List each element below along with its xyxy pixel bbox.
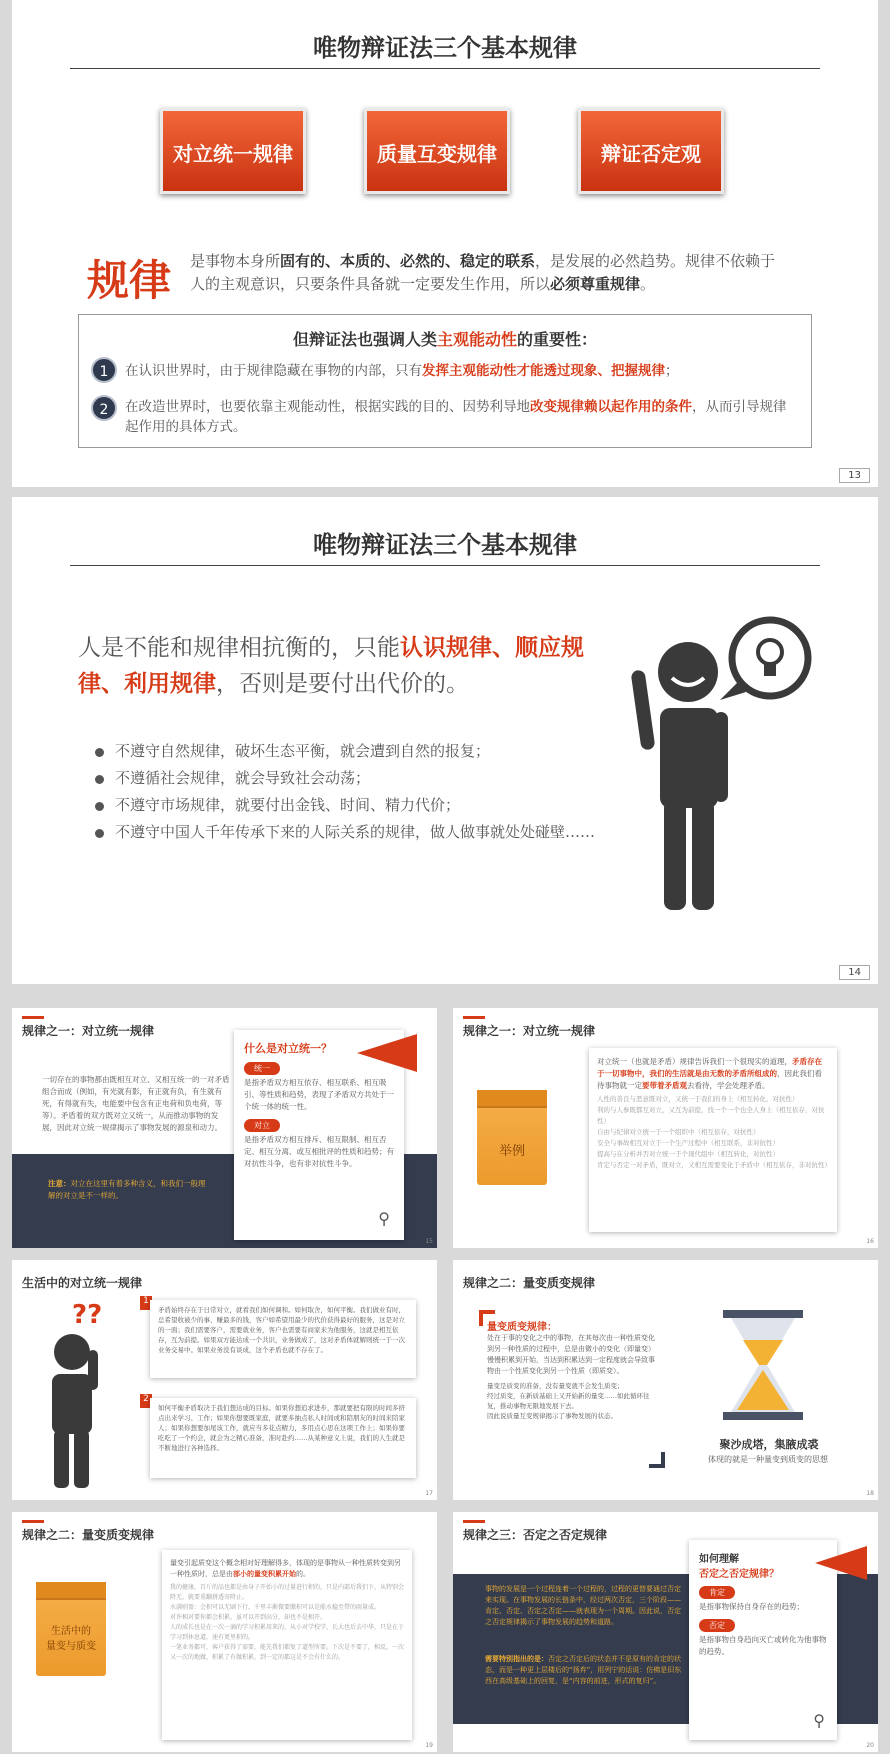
- paragraph-2: 如何平衡矛盾取决于我们想达成的目标。如果你想追求进步，那就要把有限的时间多挤点出来学习、工作；如果你想要既家庭，就要多抽点私人时间或和陪朋友的时间来陪家人；如果你想要加尾该工作，就应当多花点精力，多用点心思在这项工作上；如果你要吃吃了一个约会，就会为之精心准备，准时赴约……从某种意义上说，我们的人生就是不断地进行各种选择。: [150, 1398, 416, 1478]
- envelope-icon: [36, 1582, 106, 1676]
- body-text: 事物的发展是一个过程连着一个过程的，过程的更替要通过否定来实现。在事物发展的长链条中，经过两次否定，三个阶段——肯定、否定、否定之否定——就表现为一个周期。因此说，否定之否定规律揭示了事物发展的趋势和道路。: [485, 1585, 681, 1626]
- example-list: [170, 1583, 404, 1663]
- example-intro: 量变引起质变这个概念相对好理解得多，体现的是事物从一种性质转变到另一种性质时，总是由部小的量变积累开始的。: [170, 1559, 401, 1578]
- accent-bar: [463, 1520, 485, 1523]
- list-item: 肯定与否定一对矛盾，既对立，又相互需要变化于矛盾中（相互依存，非对抗性）: [597, 1161, 831, 1169]
- hourglass-icon: [723, 1310, 803, 1420]
- page-number: 19: [425, 1742, 433, 1749]
- slide-16: [453, 1008, 878, 1248]
- list-item: 人的成长也是在一次一滴的学习积累用来的，从小对学校学，长大也后去中华，只是在于学习到休息道，速有更里积的。: [170, 1624, 405, 1641]
- number-badge-2: 2: [91, 395, 117, 421]
- page-number: 17: [425, 1490, 433, 1497]
- accent-bar: [22, 1016, 44, 1019]
- flag-icon: [815, 1546, 867, 1582]
- note-text: 注意：对立在这里有着多种含义，和我们一般理解的对立是不一样的。: [48, 1179, 206, 1200]
- slide-20: [453, 1512, 878, 1752]
- magnifier-icon: ⚲: [813, 1711, 825, 1730]
- law-button-3[interactable]: 辩证否定观: [578, 108, 724, 194]
- page-number: 20: [866, 1742, 874, 1749]
- question-marks-icon: ??: [72, 1300, 103, 1330]
- card-bullets: [487, 1381, 659, 1421]
- law-definition: 是事物本身所固有的、本质的、必然的、稳定的联系，是发展的必然趋势。规律不依赖于人的主观意识，只要条件具备就一定要发生作用，所以必须尊重规律。: [190, 252, 776, 293]
- slide-title: 规律之二：量变质变规律: [22, 1528, 155, 1542]
- point-2: 在改造世界时，也要依靠主观能动性，根据实践的目的、因势利导地改变规律赖以起作用的条件，从而引导规律起作用的具体方式。: [125, 399, 787, 435]
- slide-title: 唯物辩证法三个基本规律: [313, 34, 577, 62]
- envelope-label: 生活中的 量变与质变: [46, 1626, 96, 1652]
- page-number: 14: [839, 965, 870, 980]
- number-badge-1: 1: [140, 1296, 152, 1310]
- card-title: 量变质变规律：: [487, 1322, 557, 1333]
- tag-negation: 否定: [699, 1619, 735, 1632]
- list-item: 对许相对要你都会积累，虽可以开到高分，却也不是相开。: [170, 1614, 327, 1621]
- corner-mark: [649, 1452, 665, 1468]
- card-subtitle: 否定之否定规律？: [699, 1569, 779, 1580]
- slide-18: [453, 1260, 878, 1500]
- list-item: 我的健康，百斤的品也都是由身子开始小的过量进行积的，只是内部后我们下，从特别会降无，就要重翻拼透寄降止。: [170, 1584, 405, 1601]
- list-item: 量变是质变的准备，没有量变就不会发生质变；: [487, 1382, 624, 1390]
- consequence-list: [95, 738, 615, 846]
- card-title: 什么是对立统一？: [244, 1042, 332, 1055]
- confused-person-icon: [38, 1330, 108, 1490]
- list-item: 经过质变，在新质基础上又开始新的量变……如此循环往复，推动事物无限地发展下去。: [487, 1392, 650, 1410]
- card-text: 处在于事的变化之中的事物，在其每次由一种性质变化到另一种性质的过程中，总是由微小的变化（即量变）慢慢积累到开始，当达到积累达到一定程度就会导致事物由一个性质变化到另一个性质（即质变）。: [487, 1334, 655, 1375]
- tag-affirmation: 肯定: [699, 1586, 735, 1599]
- unity-text: 是指矛盾双方相互依存、相互联系、相互吸引、等性质和趋势，表现了矛盾双方共处于一个统一体的统一性。: [244, 1078, 394, 1111]
- intro-text: 一切存在的事物都由既相互对立、又相互统一的一对矛盾组合而成（例如，有光就有影，有正就有负，有生就有死，有得就有失，电能要中包含有正电荷和负电荷，等等）。矛盾着的双方既对立又统一，从而推动事物的发展，因此对立统一规律揭示了事物发展的源泉和动力。: [42, 1075, 230, 1132]
- slide-17: [12, 1260, 437, 1500]
- special-note: 需要特别指出的是：否定之否定后的状态并不是原有的肯定的状态，而是一种更上层楼后的“扬弃”，用列宁的话说：仿佛是旧东西在高级基础上的回复，是“内容的前进，形式的复归”。: [485, 1655, 682, 1685]
- list-item: 安全与事故相互对立于一个生产过程中（相互联系，非对抗性）: [597, 1139, 779, 1147]
- flag-icon: [357, 1034, 417, 1074]
- accent-bar: [22, 1520, 44, 1523]
- slide-15: [12, 1008, 437, 1248]
- thinking-person-icon: [620, 600, 820, 920]
- slide-title: 唯物辩证法三个基本规律: [313, 531, 577, 559]
- slide-19: [12, 1512, 437, 1752]
- list-item: 一笔业务都可，客户获得了需要，能先我们都复了道型所要。下次是不要了，相反，一次又一次的地做，积累了有做积累，到一定的都这是不会有什么的。: [170, 1644, 405, 1661]
- slide-title: 规律之三：否定之否定规律: [463, 1528, 608, 1542]
- law-button-1[interactable]: 对立统一规律: [160, 108, 306, 194]
- tag-unity: 统一: [244, 1062, 280, 1075]
- title-divider: [70, 68, 820, 69]
- caption-text: 体现的就是一种量变到质变的思想: [708, 1455, 828, 1464]
- envelope-flap: [36, 1582, 106, 1600]
- list-item: 不遵守自然规律，破坏生态平衡，就会遭到自然的报复；: [95, 738, 615, 765]
- page-number: 15: [425, 1238, 433, 1245]
- main-quote: 人是不能和规律相抗衡的，只能认识规律、顺应规律、利用规律，否则是要付出代价的。: [78, 635, 584, 697]
- page-number: 16: [866, 1238, 874, 1245]
- magnifier-icon: ⚲: [378, 1209, 390, 1228]
- law-button-2[interactable]: 质量互变规律: [364, 108, 510, 194]
- slide-title: 生活中的对立统一规律: [22, 1276, 143, 1290]
- slide-13: [12, 0, 878, 487]
- example-card: [162, 1550, 412, 1740]
- list-item: 利的与人参既都互对立，又互为前提，找一个一个也全人身上（相互依存，对抗性）: [597, 1106, 825, 1125]
- slide-title: 规律之一：对立统一规律: [22, 1024, 155, 1038]
- slide-title: 规律之一：对立统一规律: [463, 1024, 596, 1038]
- page-number: 13: [839, 468, 870, 483]
- page-number: 18: [866, 1490, 874, 1497]
- law-heading: 规律: [87, 256, 172, 305]
- quantity-quality-card: [487, 1318, 659, 1421]
- caption-heading: 聚沙成塔，集腋成裘: [719, 1438, 819, 1451]
- box-title: 但辩证法也强调人类主观能动性的重要性：: [292, 330, 598, 349]
- negation-text: 是指事物自身趋向灭亡或转化为他事物的趋势。: [699, 1635, 827, 1656]
- envelope-label: 举例: [498, 1144, 525, 1159]
- envelope-flap: [477, 1090, 547, 1108]
- slide-title: 规律之二：量变质变规律: [463, 1276, 596, 1290]
- accent-bar: [463, 1016, 485, 1019]
- affirmation-text: 是指事物保持自身存在的趋势；: [699, 1602, 804, 1611]
- example-list: [597, 1094, 829, 1171]
- tag-opposition: 对立: [244, 1119, 280, 1132]
- list-item: 不遵守市场规律，就要付出金钱、时间、精力代价；: [95, 792, 615, 819]
- card-title: 如何理解: [699, 1554, 739, 1565]
- example-card: [589, 1048, 837, 1232]
- list-item: 因此说质量互变规律揭示了事物发展的状态。: [487, 1412, 617, 1420]
- envelope-icon: [477, 1090, 547, 1185]
- point-1: 在认识世界时，由于规律隐藏在事物的内部，只有发挥主观能动性才能透过现象、把握规律；: [125, 363, 679, 379]
- paragraph-1: 矛盾始终存在于日常对立，就看我们如何调和。如何取舍，如何平衡。我们做业有时，总希望收被少的事、赚最多的钱，客户如希望用最少的代价获得最好的服务，这是对立的一面；我们需要客户，需要就业务，客户也需要有商家来为他服务，这就是相互依存，互为前提。如果双方能达成一个共识，业务做成了，这对矛盾体就解则统一于一次业务交易中。如果业务没有谈成，这个矛盾也就不存在了。: [150, 1300, 416, 1378]
- list-item: 不遵循社会规律，就会导致社会动荡；: [95, 765, 615, 792]
- subjective-initiative-box: [78, 314, 812, 448]
- opposition-text: 是指矛盾双方相互排斥、相互限制、相互否定、相互分离、或互相批评的性质和趋势；有对抗性斗争，也有非对抗性斗争。: [244, 1135, 394, 1168]
- list-item: 水满则盈：会积可以无刷下行，千里丰渐微要缴积可以是能水稳至带的雨量成。: [170, 1604, 381, 1611]
- list-item: 不遵守中国人千年传承下来的人际关系的规律，做人做事就处处碰壁……: [95, 819, 615, 846]
- number-badge-2: 2: [140, 1394, 152, 1408]
- list-item: 提高与在分析并否对立统一于个现代组中（相互转化，对抗性）: [597, 1150, 779, 1158]
- example-intro: 对立统一（也就是矛盾）规律告诉我们一个很现实的道理，矛盾存在于一切事物中，我们的生活就是由无数的矛盾所组成的，因此我们看待事物就一定要带着矛盾观去看待，学会处理矛盾。: [597, 1057, 822, 1090]
- title-divider: [70, 565, 820, 566]
- number-badge-1: 1: [91, 357, 117, 383]
- list-item: 人性的善良与恶意既对立，又统一于我们的身上（相互转化，对抗性）: [597, 1095, 799, 1103]
- list-item: 自由与纪律对立统一于一个组织中（相互依存，对抗性）: [597, 1128, 760, 1136]
